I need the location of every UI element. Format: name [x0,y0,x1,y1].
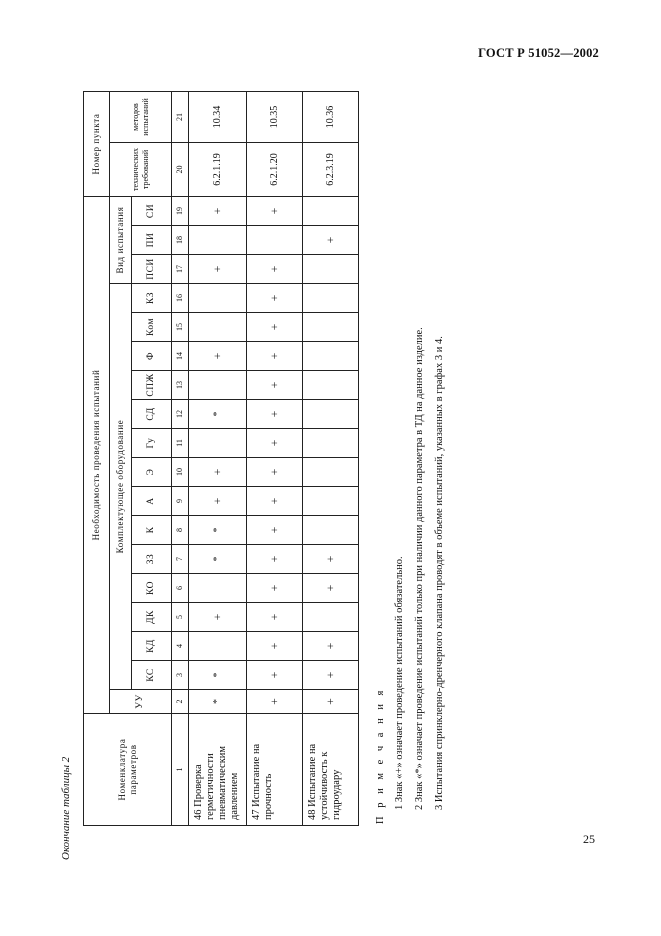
table-row [303,92,359,826]
param-name-header: Номенклатура параметров [84,714,172,826]
note-item: 1 Знак «+» означает проведение испытаний обязательно. [394,556,405,810]
mark-cell [303,458,359,487]
tech-req-cell: 6.2.3.19 [303,143,359,197]
mark-cell: + [247,313,303,342]
test-requirements-table [83,91,359,826]
mark-cell [303,603,359,632]
mark-cell: + [247,458,303,487]
column-number: 21 [172,92,189,143]
param-name-cell: 48 Испытание на устойчивость к гидроудару [303,714,359,826]
mark-cell [303,516,359,545]
column-number: 3 [172,661,189,690]
mark-cell: + [303,574,359,603]
mark-cell [303,400,359,429]
mark-cell: + [189,487,247,516]
page-number: 25 [583,832,595,846]
mark-cell [189,429,247,458]
tech-req-header: технических требований [110,143,172,197]
column-number: 4 [172,632,189,661]
mark-cell: + [189,255,247,284]
equipment-group-header: Комплектующее оборудование [110,284,132,690]
mark-cell: + [247,197,303,226]
tech-req-cell: 6.2.1.20 [247,143,303,197]
column-number: 10 [172,458,189,487]
test-type-group-header: Вид испытания [110,197,132,284]
mark-cell [189,632,247,661]
equipment-code-header: СПЖ [132,371,172,400]
test-type-header: СИ [132,197,172,226]
column-number: 13 [172,371,189,400]
equipment-code-header: СД [132,400,172,429]
table-row [247,92,303,826]
mark-cell [189,371,247,400]
mark-cell: + [189,603,247,632]
test-method-cell: 10.36 [303,92,359,143]
mark-cell [189,226,247,255]
equipment-code-header: КЗ [132,284,172,313]
mark-cell: + [247,371,303,400]
mark-cell: + [247,400,303,429]
mark-cell [303,284,359,313]
column-number: 20 [172,143,189,197]
mark-cell [189,313,247,342]
mark-cell: + [247,574,303,603]
mark-cell: + [247,661,303,690]
equipment-code-header: Э [132,458,172,487]
test-type-header: ПИ [132,226,172,255]
uu-header: УУ [110,690,172,714]
note-item: 3 Испытания спринклерно-дренчерного клапана проводят в объеме испытаний, указанных в графах 3 и 4. [434,336,445,810]
test-methods-header: методов испытаний [110,92,172,143]
tech-req-cell: 6.2.1.19 [189,143,247,197]
test-method-cell: 10.34 [189,92,247,143]
equipment-code-header: ЗЗ [132,545,172,574]
mark-cell [189,284,247,313]
mark-cell: + [247,255,303,284]
column-number: 6 [172,574,189,603]
mark-cell: + [189,458,247,487]
equipment-code-header: КД [132,632,172,661]
test-method-cell: 10.35 [247,92,303,143]
notes-section [375,94,454,824]
column-number: 16 [172,284,189,313]
mark-cell [303,371,359,400]
equipment-code-header: КО [132,574,172,603]
mark-cell: + [247,429,303,458]
mark-cell: * [189,516,247,545]
mark-cell: + [189,197,247,226]
mark-cell: + [247,284,303,313]
column-number: 12 [172,400,189,429]
mark-cell [303,487,359,516]
equipment-code-header: Ком [132,313,172,342]
column-number: 2 [172,690,189,714]
equipment-code-header: Гу [132,429,172,458]
mark-cell: + [303,690,359,714]
mark-cell: + [247,690,303,714]
column-number: 11 [172,429,189,458]
mark-cell: * [189,690,247,714]
table-row [189,92,247,826]
note-item: 2 Знак «*» означает проведение испытаний только при наличии данного параметра в ТД на данное изделие. [414,327,425,810]
column-number: 15 [172,313,189,342]
mark-cell: + [247,603,303,632]
mark-cell: + [303,632,359,661]
mark-cell [303,342,359,371]
equipment-code-header: А [132,487,172,516]
column-number: 17 [172,255,189,284]
mark-cell: + [303,661,359,690]
column-number: 14 [172,342,189,371]
column-number: 5 [172,603,189,632]
column-number: 9 [172,487,189,516]
mark-cell [303,429,359,458]
test-type-header: ПСИ [132,255,172,284]
document-header: ГОСТ Р 51052—2002 [478,46,599,60]
mark-cell: + [303,545,359,574]
mark-cell: + [247,342,303,371]
column-number: 1 [172,714,189,826]
mark-cell: * [189,545,247,574]
notes-title: П р и м е ч а н и я [375,687,386,824]
mark-cell [303,197,359,226]
mark-cell: * [189,400,247,429]
mark-cell [303,313,359,342]
equipment-code-header: Ф [132,342,172,371]
mark-cell: + [247,545,303,574]
equipment-code-header: КС [132,661,172,690]
equipment-code-header: ДК [132,603,172,632]
mark-cell [189,574,247,603]
mark-cell: + [303,226,359,255]
rotated-table-block [83,91,469,826]
mark-cell: * [189,661,247,690]
mark-cell [303,255,359,284]
mark-cell: + [247,487,303,516]
mark-cell: + [247,516,303,545]
mark-cell: + [247,632,303,661]
column-number: 19 [172,197,189,226]
equipment-code-header: К [132,516,172,545]
column-number: 18 [172,226,189,255]
mark-cell [247,226,303,255]
column-number-row [172,92,189,826]
clause-group-header: Номер пункта [84,92,110,197]
param-name-cell: 46 Проверка герметичности пневматическим давлением [189,714,247,826]
table-caption: Окончание таблицы 2 [60,756,72,860]
column-number: 7 [172,545,189,574]
mark-cell: + [189,342,247,371]
param-name-cell: 47 Испытание на прочность [247,714,303,826]
necessity-group-header: Необходимость проведения испытаний [84,197,110,714]
column-number: 8 [172,516,189,545]
